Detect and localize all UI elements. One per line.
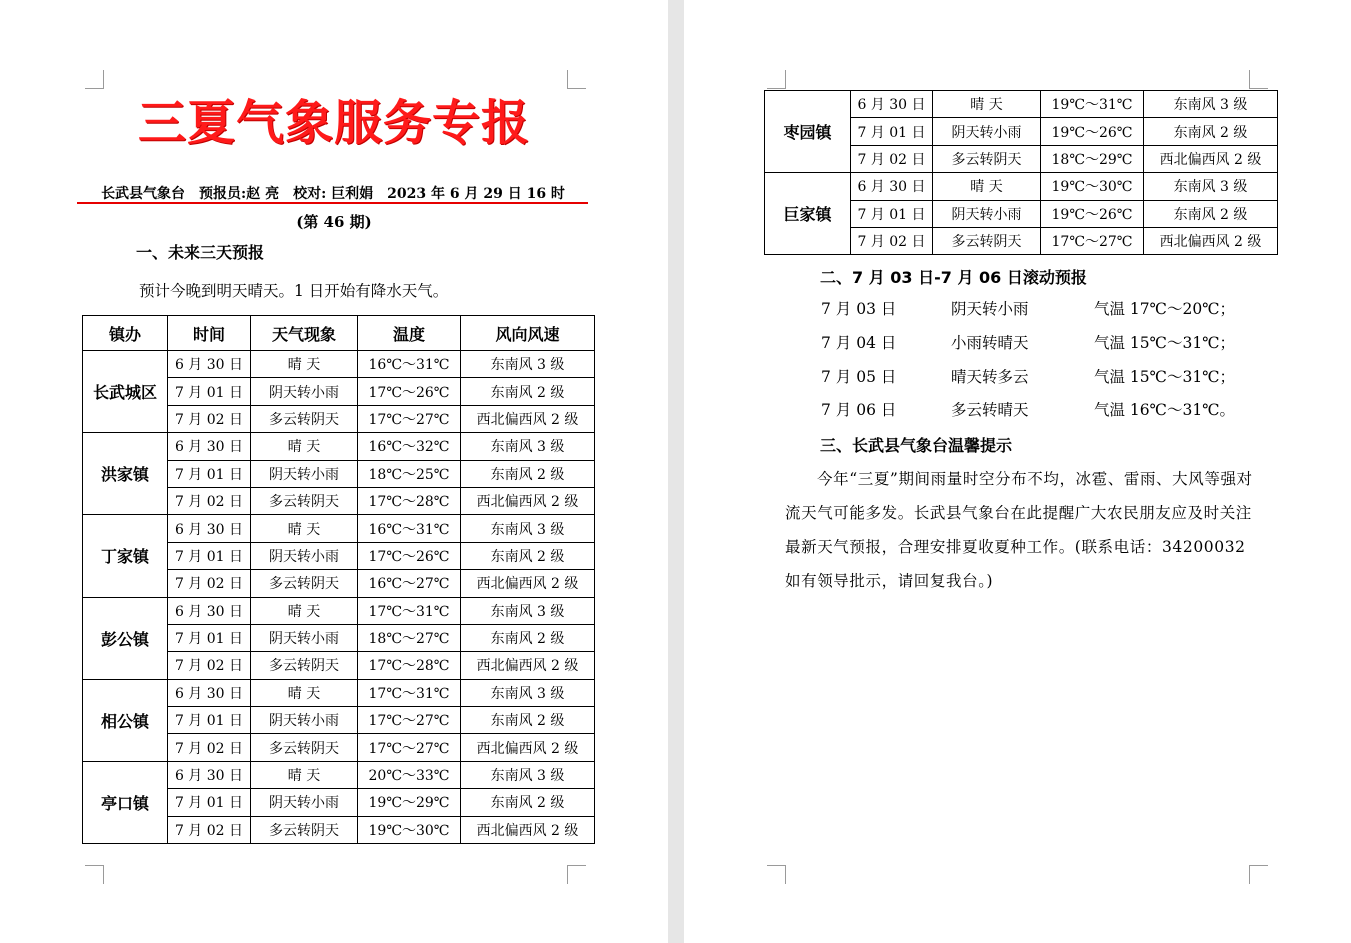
- weather-cell: 晴 天: [251, 351, 358, 378]
- rolling-date: 7 月 03 日: [821, 300, 897, 318]
- weather-cell: 阴天转小雨: [251, 789, 358, 816]
- temperature-cell: 17℃～27℃: [1041, 227, 1144, 254]
- weather-cell: 晴 天: [933, 173, 1041, 200]
- wind-cell: 东南风 3 级: [461, 761, 595, 788]
- issue-number: (第 46 期): [296, 213, 372, 231]
- margin-mark: [767, 865, 786, 884]
- wind-cell: 西北偏西风 2 级: [461, 652, 595, 679]
- temperature-cell: 18℃～29℃: [1041, 145, 1144, 172]
- margin-mark: [85, 865, 104, 884]
- rolling-weather: 阴天转小雨: [951, 300, 1029, 318]
- section1-heading: 一、未来三天预报: [136, 243, 265, 262]
- wind-cell: 东南风 3 级: [461, 597, 595, 624]
- weather-cell: 晴 天: [251, 679, 358, 706]
- report-byline: 长武县气象台 预报员:赵 亮 校对: 巨利娟 2023 年 6 月 29 日 16 时: [101, 186, 565, 202]
- temperature-cell: 19℃～30℃: [358, 816, 461, 843]
- wind-cell: 西北偏西风 2 级: [461, 405, 595, 432]
- wind-cell: 东南风 3 级: [461, 679, 595, 706]
- date-cell: 7 月 02 日: [168, 570, 251, 597]
- temperature-cell: 17℃～27℃: [358, 405, 461, 432]
- rolling-weather: 晴天转多云: [951, 368, 1029, 386]
- date-cell: 7 月 02 日: [168, 405, 251, 432]
- wind-cell: 东南风 3 级: [461, 433, 595, 460]
- wind-cell: 东南风 2 级: [461, 707, 595, 734]
- temperature-cell: 19℃～26℃: [1041, 118, 1144, 145]
- rolling-date: 7 月 04 日: [821, 334, 897, 352]
- rolling-weather: 小雨转晴天: [951, 334, 1029, 352]
- temperature-cell: 17℃～28℃: [358, 487, 461, 514]
- weather-cell: 晴 天: [251, 761, 358, 788]
- date-cell: 6 月 30 日: [168, 351, 251, 378]
- date-cell: 7 月 01 日: [168, 624, 251, 651]
- date-cell: 7 月 02 日: [168, 487, 251, 514]
- wind-cell: 西北偏西风 2 级: [461, 487, 595, 514]
- temperature-cell: 17℃～26℃: [358, 542, 461, 569]
- report-title: 三夏气象服务专报: [137, 95, 530, 151]
- weather-cell: 多云转阴天: [251, 734, 358, 761]
- temperature-cell: 16℃～31℃: [358, 515, 461, 542]
- temperature-cell: 17℃～27℃: [358, 707, 461, 734]
- wind-cell: 东南风 2 级: [461, 378, 595, 405]
- temperature-cell: 16℃～31℃: [358, 351, 461, 378]
- table-row: [83, 515, 595, 542]
- town-name-cell: 巨家镇: [765, 173, 851, 255]
- date-cell: 7 月 02 日: [851, 145, 933, 172]
- temperature-cell: 16℃～27℃: [358, 570, 461, 597]
- temperature-cell: 19℃～31℃: [1041, 91, 1144, 118]
- weather-cell: 多云转阴天: [251, 652, 358, 679]
- date-cell: 6 月 30 日: [851, 91, 933, 118]
- temperature-cell: 17℃～28℃: [358, 652, 461, 679]
- wind-cell: 东南风 2 级: [1144, 200, 1278, 227]
- section2-heading: 二、7 月 03 日-7 月 06 日滚动预报: [820, 268, 1087, 287]
- rolling-temp: 气温 15℃～31℃；: [1094, 368, 1236, 386]
- document-page-1: [0, 0, 668, 943]
- table-row: [83, 679, 595, 706]
- temperature-cell: 17℃～27℃: [358, 734, 461, 761]
- rolling-temp: 气温 17℃～20℃；: [1094, 300, 1236, 318]
- temperature-cell: 17℃～31℃: [358, 597, 461, 624]
- rolling-date: 7 月 06 日: [821, 401, 897, 419]
- weather-cell: 阴天转小雨: [251, 378, 358, 405]
- date-cell: 6 月 30 日: [168, 515, 251, 542]
- town-name-cell: 长武城区: [83, 351, 168, 433]
- margin-mark: [567, 865, 586, 884]
- margin-mark: [767, 70, 786, 89]
- header-town: 镇办: [83, 316, 168, 351]
- red-divider: [77, 202, 588, 204]
- weather-cell: 晴 天: [251, 515, 358, 542]
- wind-cell: 东南风 3 级: [461, 515, 595, 542]
- wind-cell: 东南风 2 级: [461, 542, 595, 569]
- date-cell: 7 月 01 日: [851, 200, 933, 227]
- header-temperature: 温度: [358, 316, 461, 351]
- date-cell: 6 月 30 日: [168, 761, 251, 788]
- town-name-cell: 相公镇: [83, 679, 168, 761]
- date-cell: 7 月 01 日: [168, 789, 251, 816]
- temperature-cell: 18℃～27℃: [358, 624, 461, 651]
- wind-cell: 东南风 3 级: [1144, 91, 1278, 118]
- weather-cell: 阴天转小雨: [933, 118, 1041, 145]
- weather-cell: 晴 天: [933, 91, 1041, 118]
- wind-cell: 西北偏西风 2 级: [1144, 145, 1278, 172]
- weather-cell: 多云转阴天: [933, 227, 1041, 254]
- town-name-cell: 枣园镇: [765, 91, 851, 173]
- weather-cell: 多云转阴天: [251, 816, 358, 843]
- rolling-date: 7 月 05 日: [821, 368, 897, 386]
- rolling-temp: 气温 15℃～31℃；: [1094, 334, 1236, 352]
- forecast-table: [82, 315, 595, 844]
- table-row: [83, 597, 595, 624]
- rolling-weather: 多云转晴天: [951, 401, 1029, 419]
- table-row: [765, 173, 1278, 200]
- temperature-cell: 18℃～25℃: [358, 460, 461, 487]
- temperature-cell: 17℃～26℃: [358, 378, 461, 405]
- date-cell: 7 月 01 日: [168, 707, 251, 734]
- town-name-cell: 丁家镇: [83, 515, 168, 597]
- wind-cell: 西北偏西风 2 级: [461, 570, 595, 597]
- town-name-cell: 亭口镇: [83, 761, 168, 843]
- date-cell: 6 月 30 日: [168, 597, 251, 624]
- weather-cell: 阴天转小雨: [251, 707, 358, 734]
- weather-cell: 晴 天: [251, 597, 358, 624]
- date-cell: 7 月 02 日: [851, 227, 933, 254]
- wind-cell: 东南风 2 级: [461, 789, 595, 816]
- forecast-table-continued: [764, 90, 1278, 255]
- date-cell: 6 月 30 日: [851, 173, 933, 200]
- wind-cell: 西北偏西风 2 级: [1144, 227, 1278, 254]
- wind-cell: 西北偏西风 2 级: [461, 734, 595, 761]
- wind-cell: 西北偏西风 2 级: [461, 816, 595, 843]
- wind-cell: 东南风 2 级: [1144, 118, 1278, 145]
- weather-cell: 多云转阴天: [251, 405, 358, 432]
- wind-cell: 东南风 2 级: [461, 624, 595, 651]
- weather-cell: 阴天转小雨: [251, 624, 358, 651]
- notice-paragraph: 今年“三夏”期间雨量时空分布不均，冰雹、雷雨、大风等强对流天气可能多发。长武县气象台在此提醒广大农民朋友应及时关注最新天气预报，合理安排夏收夏种工作。(联系电话：34200032 如有领导批示，请回复我台。): [785, 470, 1253, 590]
- table-row: [83, 433, 595, 460]
- date-cell: 6 月 30 日: [168, 433, 251, 460]
- wind-cell: 东南风 2 级: [461, 460, 595, 487]
- temperature-cell: 20℃～33℃: [358, 761, 461, 788]
- weather-cell: 多云转阴天: [933, 145, 1041, 172]
- margin-mark: [1249, 70, 1268, 89]
- date-cell: 7 月 01 日: [168, 378, 251, 405]
- section3-heading: 三、长武县气象台温馨提示: [820, 436, 1013, 455]
- table-row: [83, 351, 595, 378]
- table-row: [765, 91, 1278, 118]
- margin-mark: [1249, 865, 1268, 884]
- date-cell: 7 月 02 日: [168, 816, 251, 843]
- temperature-cell: 17℃～31℃: [358, 679, 461, 706]
- date-cell: 7 月 01 日: [168, 460, 251, 487]
- table-header-row: [83, 316, 595, 351]
- header-wind: 风向风速: [461, 316, 595, 351]
- header-weather: 天气现象: [251, 316, 358, 351]
- weather-cell: 多云转阴天: [251, 487, 358, 514]
- date-cell: 7 月 01 日: [168, 542, 251, 569]
- date-cell: 6 月 30 日: [168, 679, 251, 706]
- date-cell: 7 月 02 日: [168, 652, 251, 679]
- rolling-temp: 气温 16℃～31℃。: [1094, 401, 1236, 419]
- temperature-cell: 19℃～29℃: [358, 789, 461, 816]
- temperature-cell: 19℃～30℃: [1041, 173, 1144, 200]
- weather-cell: 晴 天: [251, 433, 358, 460]
- town-name-cell: 彭公镇: [83, 597, 168, 679]
- weather-cell: 阴天转小雨: [251, 542, 358, 569]
- date-cell: 7 月 01 日: [851, 118, 933, 145]
- section1-text: 预计今晚到明天晴天。1 日开始有降水天气。: [139, 282, 449, 300]
- town-name-cell: 洪家镇: [83, 433, 168, 515]
- wind-cell: 东南风 3 级: [461, 351, 595, 378]
- temperature-cell: 16℃～32℃: [358, 433, 461, 460]
- temperature-cell: 19℃～26℃: [1041, 200, 1144, 227]
- weather-cell: 阴天转小雨: [251, 460, 358, 487]
- wind-cell: 东南风 3 级: [1144, 173, 1278, 200]
- date-cell: 7 月 02 日: [168, 734, 251, 761]
- weather-cell: 多云转阴天: [251, 570, 358, 597]
- table-row: [83, 761, 595, 788]
- header-time: 时间: [168, 316, 251, 351]
- weather-cell: 阴天转小雨: [933, 200, 1041, 227]
